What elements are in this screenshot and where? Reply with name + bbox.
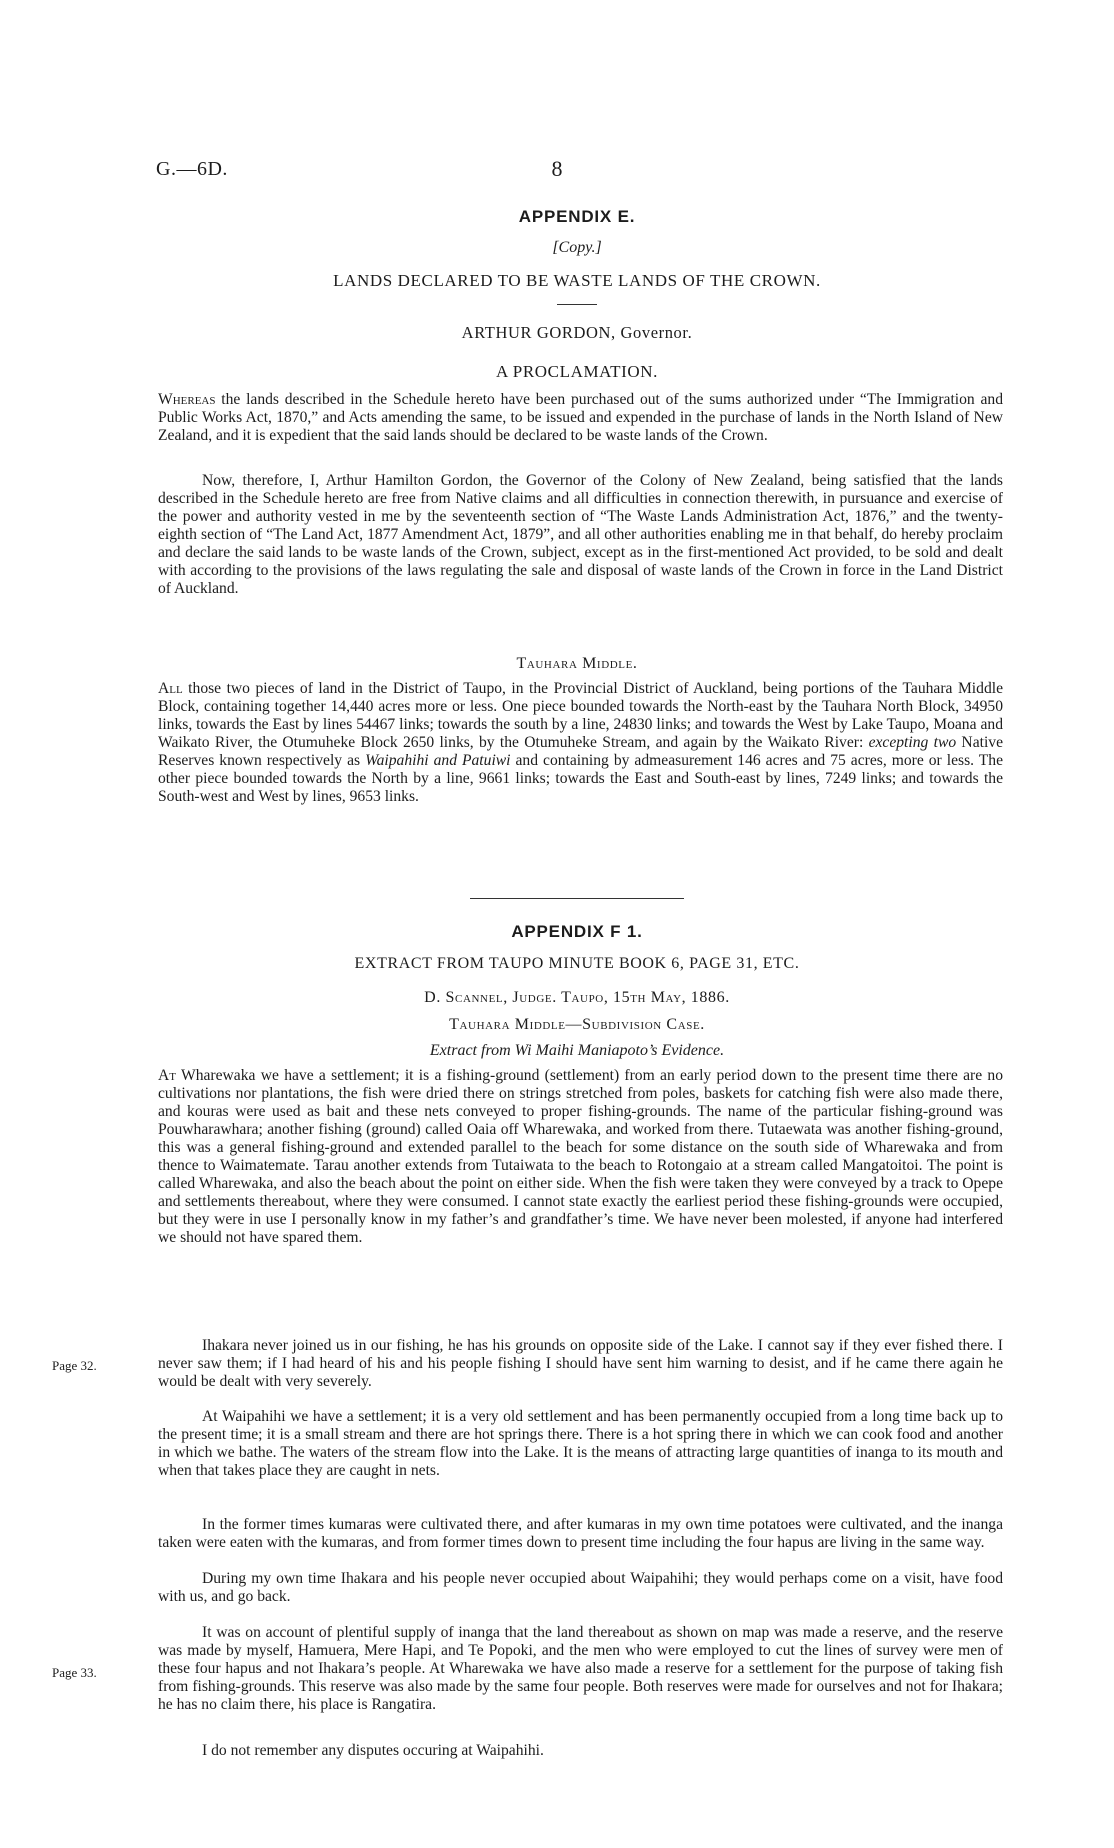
evidence-paragraph-7: I do not remember any disputes occuring at Waipahihi. xyxy=(202,1742,544,1759)
margin-note-page-33: Page 33. xyxy=(52,1665,97,1680)
document-reference: G.—6D. xyxy=(156,158,228,180)
margin-note-page-32: Page 32. xyxy=(52,1358,97,1373)
appendix-f1-title: APPENDIX F 1. xyxy=(511,922,643,941)
copy-note: [Copy.] xyxy=(552,239,602,256)
appendix-e-title: APPENDIX E. xyxy=(518,207,636,226)
proclamation-paragraph-1: Whereas the lands described in the Schedule hereto have been purchased out of the sums authorized under “The Immigration and Public Works Act, 1870,” and Acts amending the same, to be issued and expended in the purchase of lands in the North Island of New Zealand, and it is expedient that the said lands should be declared to be waste lands of the Crown. xyxy=(158,391,1003,444)
extract-line: Extract from Wi Maihi Maniapoto’s Evidence. xyxy=(429,1042,725,1059)
schedule-paragraph: All those two pieces of land in the District of Taupo, in the Provincial District of Auckland, being portions of the Tauhara Middle Block, containing together 14,440 acres more or less. One piece bounded towards the North-east by the Tauhara North Block, 34950 links, towards the East by lines 54467 links; towards the south by a line, 24830 links; and towards the West by Lake Taupo, Moana and Waikato River, the Otumuheke Block 2650 links, by the Otumuheke Stream, and again by the Waikato River: excepting two Native Reserves known respectively as Waipahihi and Patuiwi and containing by admeasurement 146 acres and 75 acres, more or less. The other piece bounded towards the North by a line, 9661 links; towards the East and South-east by lines, 7249 links; and towards the South-west and West by lines, 9653 links. xyxy=(158,680,1003,805)
proclamation-paragraph-2: Now, therefore, I, Arthur Hamilton Gordon, the Governor of the Colony of New Zealand, being satisfied that the lands described in the Schedule hereto are free from Native claims and all difficulties in connection therewith, in pursuance and exercise of the power and authority vested in me by the seventeenth section of “The Waste Lands Administration Act, 1876,” and the twenty-eighth section of “The Land Act, 1877 Amendment Act, 1879”, and all other authorities enabling me in that behalf, do hereby proclaim and declare the said lands to be waste lands of the Crown, subject, except as in the first-mentioned Act provided, to be sold and dealt with according to the provisions of the laws regulating the sale and disposal of waste lands of the Crown in force in the Land District of Auckland. xyxy=(158,472,1003,597)
evidence-paragraph-2: Ihakara never joined us in our fishing, he has his grounds on opposite side of the Lake. I cannot say if they ever fished there. I never saw them; if I had heard of his and his people fishing I should have sent him warning to desist, and if he came there again he would be dealt with very severely. xyxy=(158,1337,1003,1390)
schedule-heading: Tauhara Middle. xyxy=(516,655,638,672)
appendix-divider xyxy=(470,898,684,899)
proclamation-title: A PROCLAMATION. xyxy=(495,362,659,381)
court-line: D. Scannel, Judge. Taupo, 15th May, 1886. xyxy=(424,989,730,1006)
evidence-paragraph-6: It was on account of plentiful supply of inanga that the land thereabout as shown on map was made a reserve, and the reserve was made by myself, Hamuera, Mere Hapi, and Te Popoki, and the men who were employed to cut the lines of survey were men of these four hapus and not Ihakara’s people. At Wharewaka we have also made a reserve for a settlement for the purpose of taking fish from fishing-grounds. This reserve was also made by the same four people. Both reserves were made for ourselves and not for Ihakara; he has no claim there, his place is Rangatira. xyxy=(158,1624,1003,1713)
paragraph-lead-word: At xyxy=(158,1067,176,1084)
evidence-paragraph-5: During my own time Ihakara and his people never occupied about Waipahihi; they would perhaps come on a visit, have food with us, and go back. xyxy=(158,1570,1003,1605)
signatory: ARTHUR GORDON, Governor. xyxy=(461,323,693,342)
paragraph-lead-word: Whereas xyxy=(158,391,216,408)
page-number: 8 xyxy=(551,156,563,181)
section-divider xyxy=(557,304,597,305)
paragraph-lead-word: All xyxy=(158,680,183,697)
evidence-paragraph-3: At Waipahihi we have a settlement; it is a very old settlement and has been permanently occupied from a long time back up to the present time; it is a small stream and there are hot springs there. There is a hot spring there in which we can cook food and another in which we bathe. The waters of the stream flow into the Lake. It is the means of attracting large quantities of inanga to its mouth and when that takes place they are caught in nets. xyxy=(158,1408,1003,1479)
appendix-e-subtitle: LANDS DECLARED TO BE WASTE LANDS OF THE CROWN. xyxy=(333,271,821,290)
evidence-paragraph-1: At Wharewaka we have a settlement; it is a fishing-ground (settlement) from an early period down to the present time there are no cultivations nor plantations, the fish were dried there on strings stretched from poles, baskets for catching fish were also made there, and kouras were used as bait and these nets conveyed to proper fishing-grounds. The name of the particular fishing-ground was Pouwharawhara; another fishing (ground) called Oaia off Wharewaka, and worked from there. Tutaewata was another fishing-ground, this was a general fishing-ground and extended parallel to the beach for some distance on the south side of Wharewaka and from thence to Waimatemate. Tarau another extends from Tutaiwata to the beach to Rotongaio at a stream called Mangatoitoi. The point is called Wharewaka, and also the beach about the point on either side. When the fish were taken they were conveyed by a track to Opepe and settlements thereabout, where they were consumed. I cannot state exactly the earliest period these fishing-grounds were occupied, but they were in use I personally know in my father’s and grandfather’s time. We have never been molested, if anyone had interfered we should not have spared them. xyxy=(158,1067,1003,1246)
evidence-paragraph-4: In the former times kumaras were cultivated there, and after kumaras in my own time potatoes were cultivated, and the inanga taken were eaten with the kumaras, and from former times down to present time including the four hapus are living in the same way. xyxy=(158,1516,1003,1551)
case-line: Tauhara Middle—Subdivision Case. xyxy=(449,1016,705,1033)
appendix-f1-subtitle: EXTRACT FROM TAUPO MINUTE BOOK 6, PAGE 31, ETC. xyxy=(354,955,800,972)
